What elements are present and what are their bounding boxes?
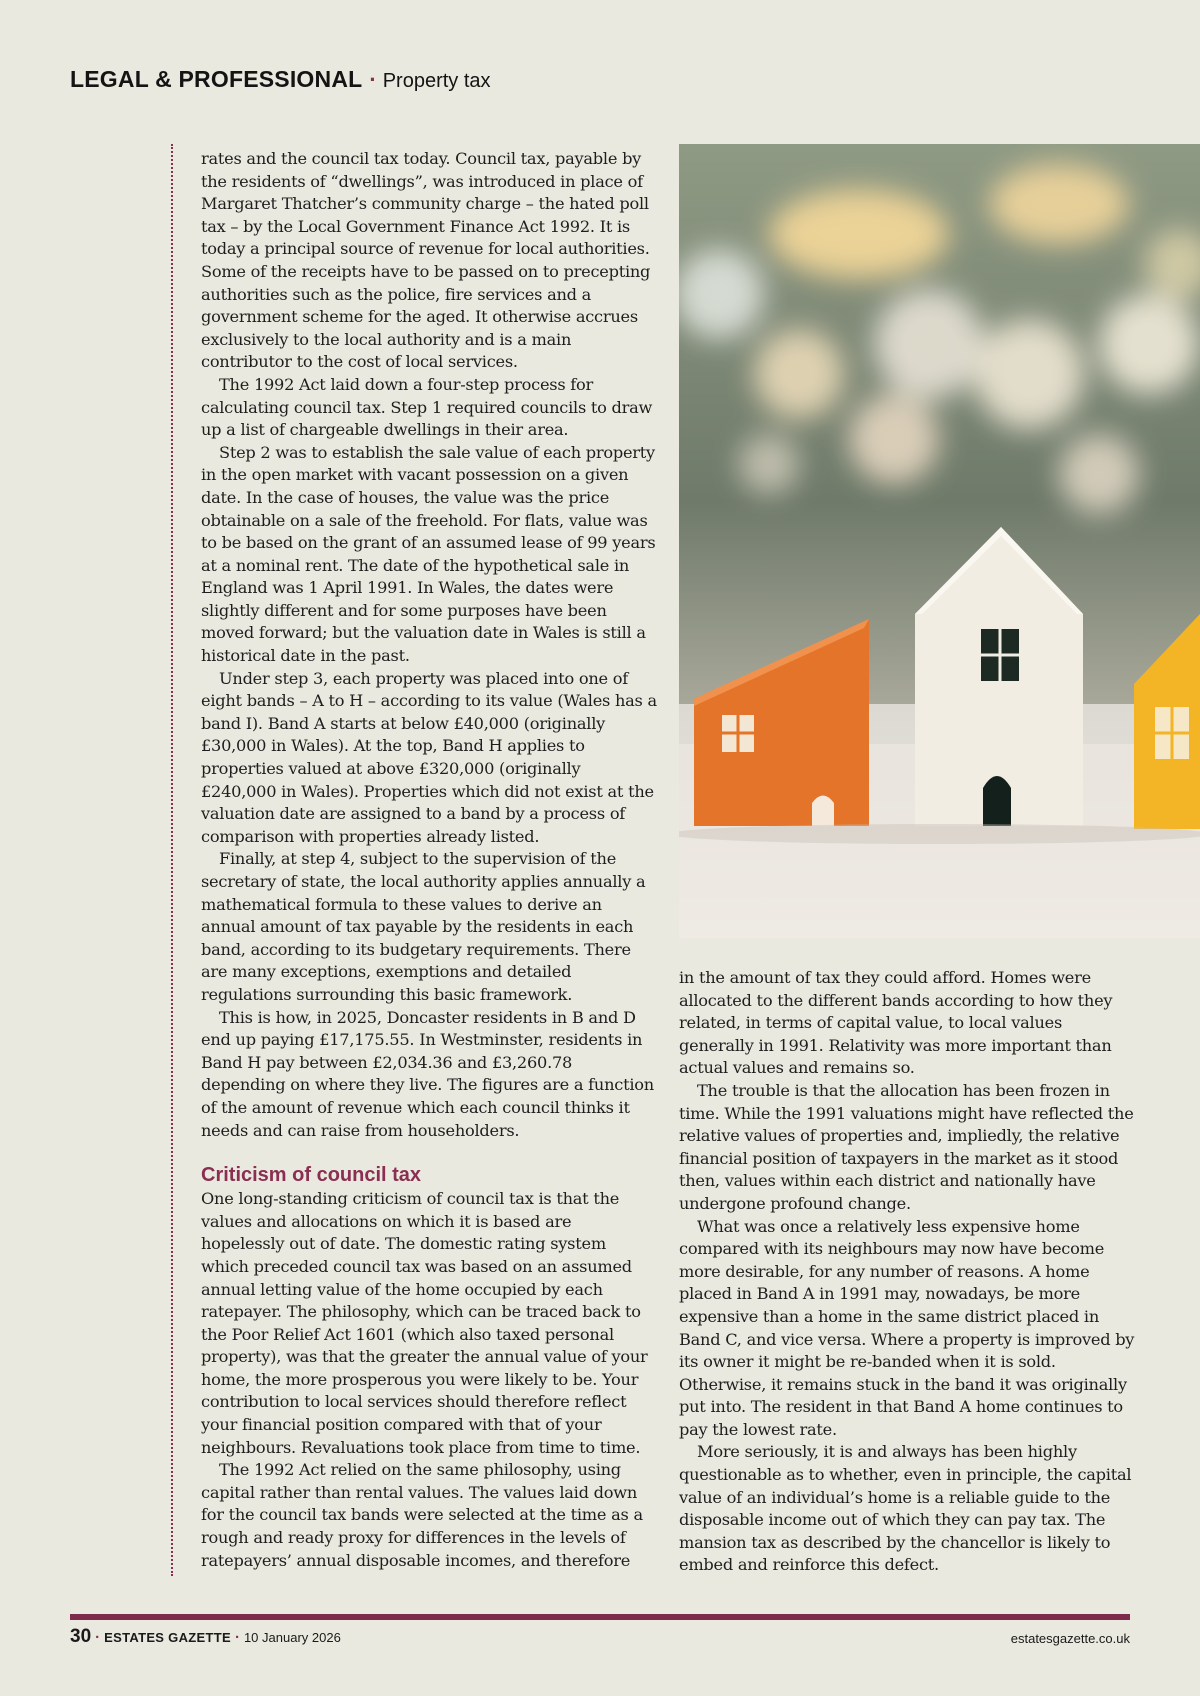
footer-left bbox=[70, 1626, 341, 1648]
toy-houses-photo bbox=[679, 144, 1200, 938]
left-column bbox=[201, 148, 657, 1572]
paragraph: Finally, at step 4, subject to the supervision of the secretary of state, the local authority applies annually a mathematical formula to these values to derive an annual amount of tax payable by the residents in each band, according to its budgetary requirements. There are many exceptions, exemptions and detailed regulations surrounding this basic framework. bbox=[201, 849, 646, 1004]
paragraph: Step 2 was to establish the sale value of each property in the open market with vacant possession on a given date. In the case of houses, the value was the price obtainable on a sale of the freehold. For flats, value was to be based on the grant of an assumed lease of 99 years at a nominal rent. The date of the hypothetical sale in England was 1 April 1991. In Wales, the dates were slightly different and for some purposes have been moved forward; but the valuation date in Wales is still a historical date in the past. bbox=[201, 442, 656, 666]
paragraph: in the amount of tax they could afford. Homes were allocated to the different bands according to how they related, in terms of capital value, to local values generally in 1991. Relativity was more important than actual values and remains so. bbox=[679, 968, 1113, 1078]
footer-separator: · bbox=[234, 1629, 240, 1646]
footer-rule bbox=[70, 1614, 1130, 1620]
subheading: Criticism of council tax bbox=[201, 1164, 422, 1187]
paragraph: The 1992 Act laid down a four-step process for calculating council tax. Step 1 required councils to draw up a list of chargeable dwellings in their area. bbox=[201, 374, 653, 440]
issue-date: 10 January 2026 bbox=[243, 1630, 341, 1645]
paragraph: The 1992 Act relied on the same philosophy, using capital rather than rental values. The values laid down for the council tax bands were selected at the time as a rough and ready proxy for differences in the levels of ratepayers’ annual disposable incomes, and therefore bbox=[201, 1460, 643, 1570]
footer-separator: · bbox=[95, 1629, 101, 1646]
paragraph: rates and the council tax today. Council tax, payable by the residents of “dwellings”, was introduced in place of Margaret Thatcher’s community charge – the hated poll tax – by the Local Government Finance Act 1992. It is today a principal source of revenue for local authorities. Some of the receipts have to be passed on to precepting authorities such as the police, fire services and a government scheme for the aged. It otherwise accrues exclusively to the local authority and is a main contributor to the cost of local services. bbox=[201, 149, 651, 372]
publication-name: ESTATES GAZETTE bbox=[104, 1630, 231, 1645]
paragraph: The trouble is that the allocation has been frozen in time. While the 1991 valuations might have reflected the relative values of properties and, impliedly, the relative financial position of taxpayers in the market as it stood then, values within each district and nationally have undergone profound change. bbox=[679, 1080, 1134, 1213]
column-divider bbox=[171, 144, 173, 1576]
topic-title: Property tax bbox=[382, 70, 491, 92]
white-house-window bbox=[981, 629, 1019, 681]
right-column bbox=[679, 967, 1139, 1577]
yellow-house-window bbox=[1155, 707, 1189, 759]
header-separator: · bbox=[369, 67, 377, 92]
page-header bbox=[70, 66, 491, 93]
paragraph: What was once a relatively less expensive home compared with its neighbours may now have become more desirable, for any number of reasons. A home placed in Band A in 1991 may, nowadays, be more expensive than a home in the same district placed in Band C, and vice versa. Where a property is improved by its owner it might be re-banded when it is sold. Otherwise, it remains stuck in the band it was originally put into. The resident in that Band A home continues to pay the lowest rate. bbox=[679, 1216, 1135, 1439]
orange-house-door bbox=[812, 796, 834, 827]
white-house-door bbox=[983, 776, 1011, 826]
orange-house-window bbox=[722, 715, 754, 752]
website-link[interactable]: estatesgazette.co.uk bbox=[1010, 1631, 1130, 1646]
paragraph: One long-standing criticism of council tax is that the values and allocations on which it is based are hopelessly out of date. The domestic rating system which preceded council tax was based on an assumed annual letting value of the home occupied by each ratepayer. The philosophy, which can be traced back to the Poor Relief Act 1601 (which also taxed personal property), was that the greater the annual value of your home, the more prosperous you were likely to be. Your contribution to local services should therefore reflect your financial position compared with that of your neighbours. Revaluations took place from time to time. bbox=[201, 1189, 648, 1457]
section-title: LEGAL & PROFESSIONAL bbox=[70, 66, 363, 92]
page-number: 30 bbox=[70, 1626, 92, 1647]
paragraph: Under step 3, each property was placed into one of eight bands – A to H – according to its value (Wales has a band I). Band A starts at below £40,000 (originally £30,000 in Wales). At the top, Band H applies to properties valued at above £320,000 (originally £240,000 in Wales). Properties which did not exist at the valuation date are assigned to a band by a process of comparison with properties already listed. bbox=[201, 668, 657, 846]
paragraph: This is how, in 2025, Doncaster residents in B and D end up paying £17,175.55. In Westminster, residents in Band H pay between £2,034.36 and £3,260.78 depending on where they live. The figures are a function of the amount of revenue which each council thinks it needs and can raise from householders. bbox=[201, 1007, 654, 1140]
paragraph: More seriously, it is and always has been highly questionable as to whether, even in principle, the capital value of an individual’s home is a reliable guide to the disposable income out of which they can pay tax. The mansion tax as described by the chancellor is likely to embed and reinforce this defect. bbox=[679, 1442, 1132, 1575]
